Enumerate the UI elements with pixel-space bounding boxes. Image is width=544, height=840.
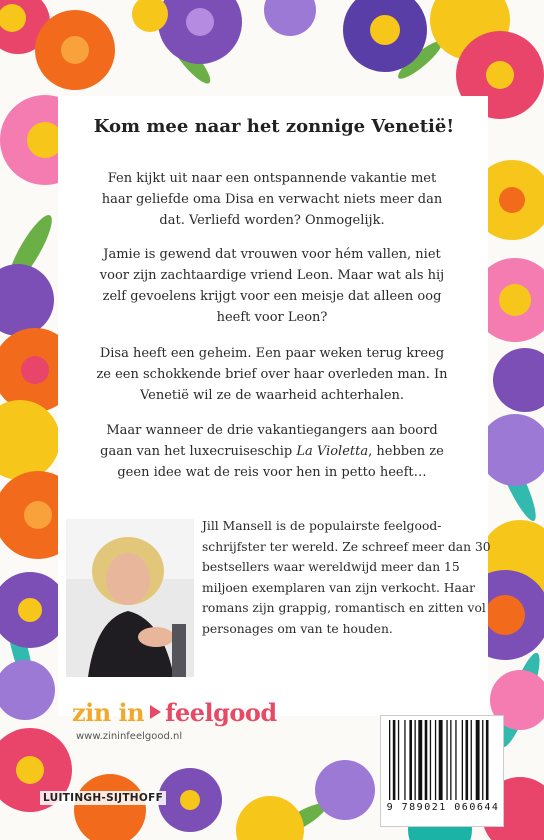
barcode-bar [482, 720, 483, 800]
author-bio: Jill Mansell is de populairste feelgood-schrijfster ter wereld. Ze schreef meer dan 30 bestsellers waar wereldwijd meer dan 15 miljoen exemplaren van zijn verkocht. Haar romans zijn grappig, romantisch en zitten vol personages om van te houden. [202, 519, 491, 636]
blurb-paragraph-3: Disa heeft een geheim. Een paar weken terug kreeg ze een schokkende brief over haar overleden man. In Venetië wil ze de waarheid achterhalen. [96, 346, 448, 403]
brand-logo [72, 698, 277, 727]
blurb-paragraph-2: Jamie is gewend dat vrouwen voor hém vallen, niet voor zijn zachtaardige vriend Leon. Maar wat als hij zelf gevoelens krijgt voor een meisje dat alleen oog heeft voor Leon? [99, 247, 445, 325]
barcode-bar [446, 720, 447, 800]
publisher-name: LUITINGH-SIJTHOFF [40, 791, 166, 805]
barcode-bar [450, 720, 451, 800]
isbn-number: 9 789021 060644 [386, 802, 500, 813]
isbn-barcode [380, 715, 504, 827]
barcode-bar [476, 720, 480, 800]
barcode-bar [466, 720, 469, 800]
barcode-bar [430, 720, 431, 800]
barcode-bar [435, 720, 436, 800]
blurb-paragraph-4 [96, 420, 448, 483]
barcode-bar [415, 720, 416, 800]
blurb-paragraph-4-after: , hebben ze geen idee wat de reis voor hen in petto heeft… [117, 444, 444, 480]
barcode-bar [393, 720, 396, 800]
blurb-paragraph-4-before: Maar wanneer de drie vakantiegangers aan boord gaan van het luxecruiseschip [100, 423, 438, 459]
barcode-bar [404, 720, 405, 800]
arrow-right-icon [150, 705, 161, 719]
website-url[interactable]: www.zininfeelgood.nl [76, 731, 183, 742]
blurb-paragraph-1: Fen kijkt uit naar een ontspannende vakantie met haar geliefde oma Disa en verwacht niets meer dan dat. Verliefd worden? Onmogelijk. [101, 171, 443, 228]
barcode-bar [462, 720, 463, 800]
brand-part-1: zin in [72, 698, 145, 727]
barcode-bar [398, 720, 399, 800]
barcode-bar [409, 720, 412, 800]
barcode-bar [389, 720, 390, 800]
ship-name: La Violetta [296, 444, 369, 459]
barcode-bar [439, 720, 443, 800]
author-photo [66, 519, 194, 677]
barcode-bars [387, 720, 499, 800]
barcode-bar [425, 720, 428, 800]
headline: Kom mee naar het zonnige Venetië! [93, 116, 455, 137]
barcode-bar [486, 720, 489, 800]
brand-part-2: feelgood [165, 698, 277, 727]
barcode-bar [418, 720, 422, 800]
barcode-bar [471, 720, 472, 800]
barcode-bar [455, 720, 456, 800]
